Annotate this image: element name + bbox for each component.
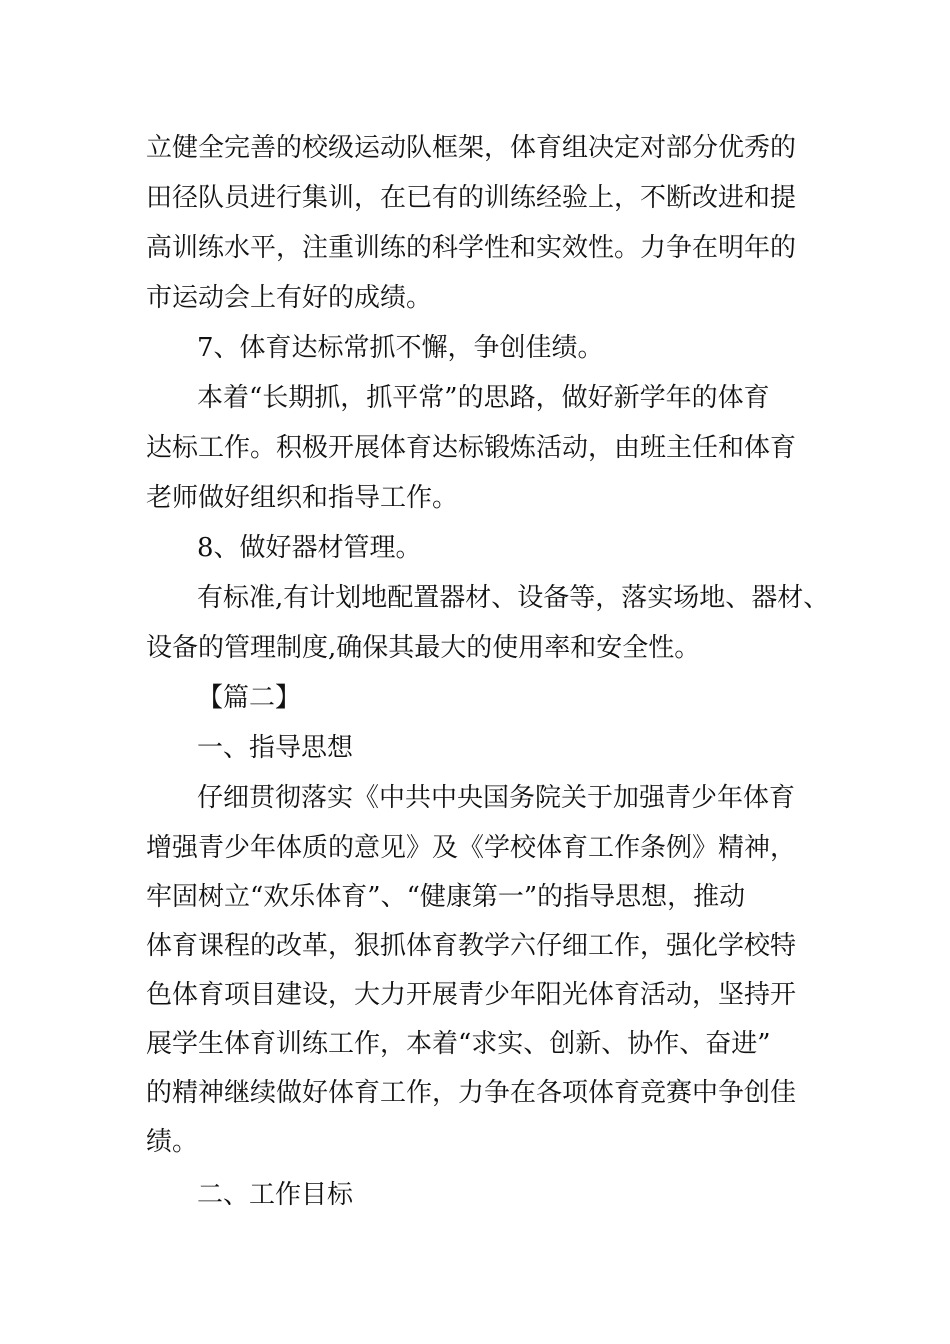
paragraph-line: 老师做好组织和指导工作。 xyxy=(146,483,459,513)
paragraph-line: 的精神继续做好体育工作，力争在各项体育竞赛中争创佳 xyxy=(146,1078,797,1108)
paragraph-line: 绩。 xyxy=(146,1127,199,1157)
paragraph-line: 体育课程的改革，狠抓体育教学六仔细工作，强化学校特 xyxy=(146,931,797,961)
paragraph-line: 立健全完善的校级运动队框架，体育组决定对部分优秀的 xyxy=(146,133,797,163)
paragraph-line: 增强青少年体质的意见》及《学校体育工作条例》精神， xyxy=(146,833,797,863)
section-heading: 一、指导思想 xyxy=(197,733,354,763)
section-heading: 8、做好器材管理。 xyxy=(197,533,422,563)
section-heading: 7、体育达标常抓不懈，争创佳绩。 xyxy=(197,333,604,363)
part-heading: 【篇二】 xyxy=(197,683,302,713)
paragraph-line: 市运动会上有好的成绩。 xyxy=(146,283,433,313)
paragraph-line: 高训练水平，注重训练的科学性和实效性。力争在明年的 xyxy=(146,233,797,263)
paragraph-line: 仔细贯彻落实《中共中央国务院关于加强青少年体育 xyxy=(197,783,796,813)
paragraph-line: 田径队员进行集训，在已有的训练经验上，不断改进和提 xyxy=(146,183,797,213)
paragraph-line: 牢固树立“欢乐体育”、“健康第一”的指导思想，推动 xyxy=(146,882,746,912)
paragraph-line: 有标准,有计划地配置器材、设备等，落实场地、器材、 xyxy=(197,583,830,613)
paragraph-line: 本着“长期抓，抓平常”的思路，做好新学年的体育 xyxy=(197,383,770,413)
paragraph-line: 达标工作。积极开展体育达标锻炼活动，由班主任和体育 xyxy=(146,433,797,463)
section-heading: 二、工作目标 xyxy=(197,1180,354,1210)
paragraph-line: 展学生体育训练工作，本着“求实、创新、协作、奋进” xyxy=(146,1029,771,1059)
paragraph-line: 设备的管理制度,确保其最大的使用率和安全性。 xyxy=(146,633,701,663)
paragraph-line: 色体育项目建设，大力开展青少年阳光体育活动，坚持开 xyxy=(146,980,797,1010)
